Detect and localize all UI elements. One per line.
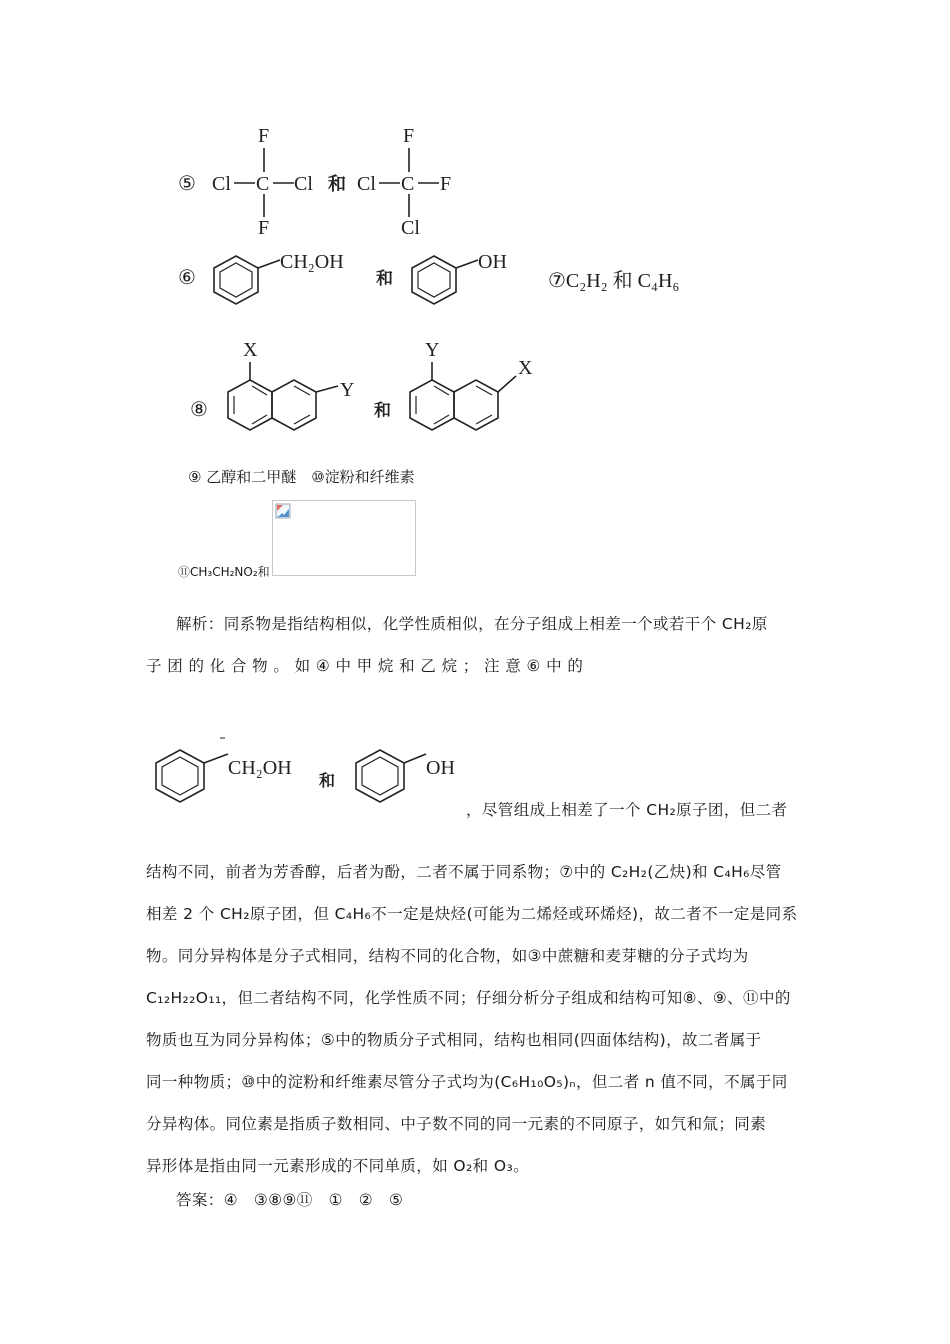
item8-right-x: X [518, 357, 533, 379]
analysis-line-9: 同一种物质；⑩中的淀粉和纤维素尽管分子式均为(C₆H₁₀O₅)ₙ，但二者 n 值不同，不属于同 [146, 1073, 788, 1091]
benzene-ring-icon [356, 750, 404, 802]
item8-structures [176, 334, 556, 446]
analysis-line-3: ，尽管组成上相差了一个 CH₂原子团，但二者 [466, 801, 788, 819]
item5-left-center: C [256, 173, 270, 195]
analysis-line-5: 相差 2 个 CH₂原子团，但 C₄H₆不一定是炔烃(可能为二烯烃或环烯烃)，故二者不一定是同系 [146, 905, 798, 923]
item9-10-text: ⑨ 乙醇和二甲醚 ⑩淀粉和纤维素 [188, 468, 415, 486]
item8-he: 和 [374, 401, 391, 421]
analysis-line-2: 子 团 的 化 合 物 。 如 ④ 中 甲 烷 和 乙 烷 ； 注 意 ⑥ 中 的 [146, 657, 584, 675]
analysis-line-4: 结构不同，前者为芳香醇，后者为酚，二者不属于同系物；⑦中的 C₂H₂(乙炔)和 C₄H₆尽管 [146, 863, 782, 881]
analysis-he: 和 [319, 771, 336, 790]
item5-left-bottom: F [258, 217, 270, 239]
item5-right-center: C [401, 173, 415, 195]
item5-left-right: Cl [294, 173, 313, 195]
item11-text: ⑪CH₃CH₂NO₂和 [178, 565, 270, 579]
item6-ch2oh: CH₂OH [280, 251, 344, 273]
item8-left-x: X [243, 339, 258, 361]
benzene-ring-icon [156, 750, 204, 802]
item5-right-top: F [403, 125, 415, 147]
analysis-line-8: 物质也互为同分异构体；⑤中的物质分子式相同，结构也相同(四面体结构)，故二者属于 [146, 1031, 762, 1049]
item5-left-cl: Cl [212, 173, 231, 195]
analysis-line-1: 解析：同系物是指结构相似，化学性质相似，在分子组成上相差一个或若干个 CH₂原 [176, 615, 768, 633]
naphthalene-ring-icon [228, 380, 272, 430]
analysis-inline-structures [152, 734, 472, 810]
item5-right-bottom: Cl [401, 217, 420, 239]
item7-text: ⑦C₂H₂ 和 C₄H₆ [548, 270, 680, 292]
item6-he: 和 [376, 269, 393, 289]
item5-right-cl: Cl [357, 173, 376, 195]
item8-number: ⑧ [190, 399, 208, 421]
analysis-line-7: C₁₂H₂₂O₁₁，但二者结构不同，化学性质不同；仔细分析分子组成和结构可知⑧、⑨、⑪中的 [146, 989, 791, 1007]
item6-number: ⑥ [178, 267, 196, 289]
naphthalene-ring-icon [410, 380, 454, 430]
analysis-ch2oh: CH₂OH [228, 757, 292, 779]
item5-right-right: F [440, 173, 452, 195]
analysis-line-6: 物。同分异构体是分子式相同，结构不同的化合物，如③中蔗糖和麦芽糖的分子式均为 [146, 947, 749, 965]
item6-oh: OH [478, 251, 507, 273]
item8-right-y: Y [425, 339, 440, 361]
analysis-line-11: 异形体是指由同一元素形成的不同单质，如 O₂和 O₃。 [146, 1157, 529, 1175]
item5-left-top: F [258, 125, 270, 147]
item6-structures [176, 244, 536, 314]
item5-structures [176, 122, 476, 242]
analysis-line-10: 分异构体。同位素是指质子数相同、中子数不同的同一元素的不同原子，如氕和氚；同素 [146, 1115, 767, 1133]
item8-left-y: Y [340, 379, 355, 401]
analysis-oh: OH [426, 757, 455, 779]
broken-image-placeholder [272, 500, 416, 576]
broken-image-icon [275, 503, 291, 519]
item5-number: ⑤ [178, 173, 196, 195]
answer-line: 答案：④ ③⑧⑨⑪ ① ② ⑤ [176, 1191, 404, 1209]
item5-he: 和 [328, 174, 346, 195]
